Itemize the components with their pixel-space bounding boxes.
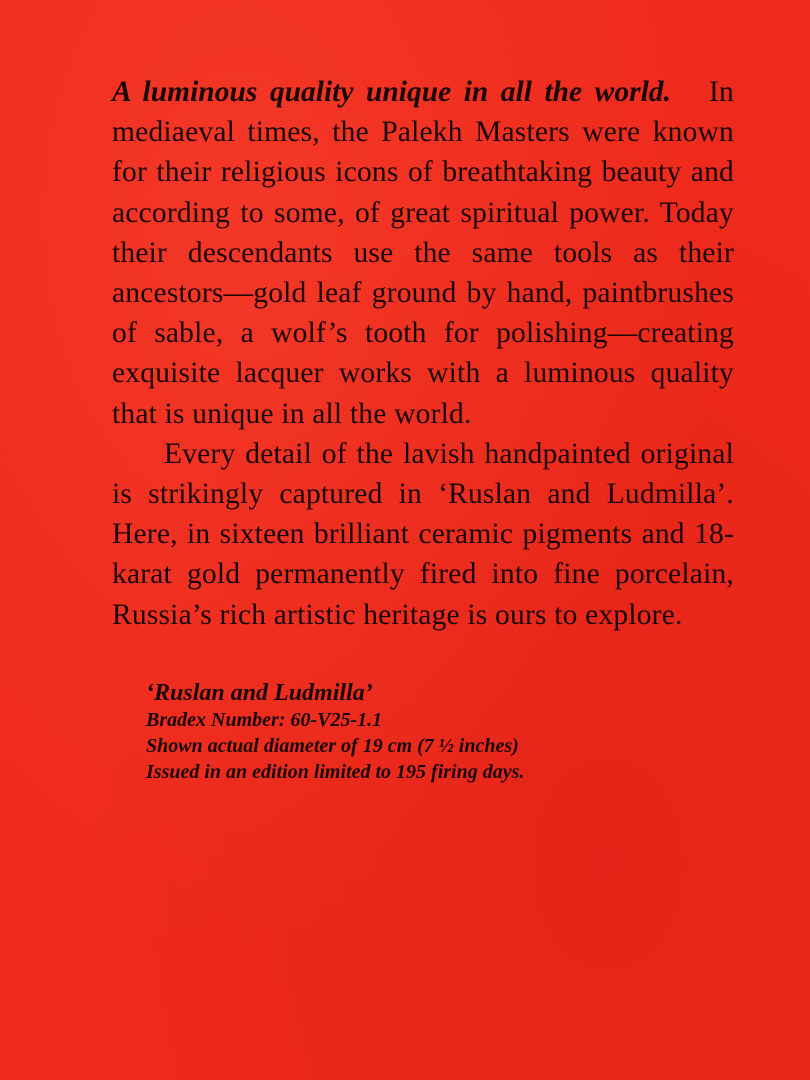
caption-diameter: Shown actual diameter of 19 cm (7 ½ inches) [146,734,519,757]
caption-title: ‘Ruslan and Ludmilla’ [146,679,373,706]
paragraph-intro-text: In mediaeval times, the Palekh Masters were known for their religious icons of breathtaking beauty and according to some, of great spiritual power. Today their descendants use the same tools as their ancestors—gold leaf ground by hand, paintbrushes of sable, a wolf’s tooth for polishing—creating exquisite lacquer works with a luminous quality that is unique in all the world. [112,76,734,430]
plate-caption [146,679,734,785]
caption-edition: Issued in an edition limited to 195 firing days. [146,760,525,783]
text-column [112,72,734,785]
caption-bradex-number: Bradex Number: 60-V25-1.1 [146,708,383,731]
paragraph-intro [112,72,734,434]
lead-heading: A luminous quality unique in all the world. [112,76,671,108]
paragraph-detail: Every detail of the lavish handpainted original is strikingly captured in ‘Ruslan and Ludmilla’. Here, in sixteen brilliant ceramic pigments and 18-karat gold permanently fired into fine porcelain, Russia’s rich artistic heritage is ours to explore. [112,437,734,631]
